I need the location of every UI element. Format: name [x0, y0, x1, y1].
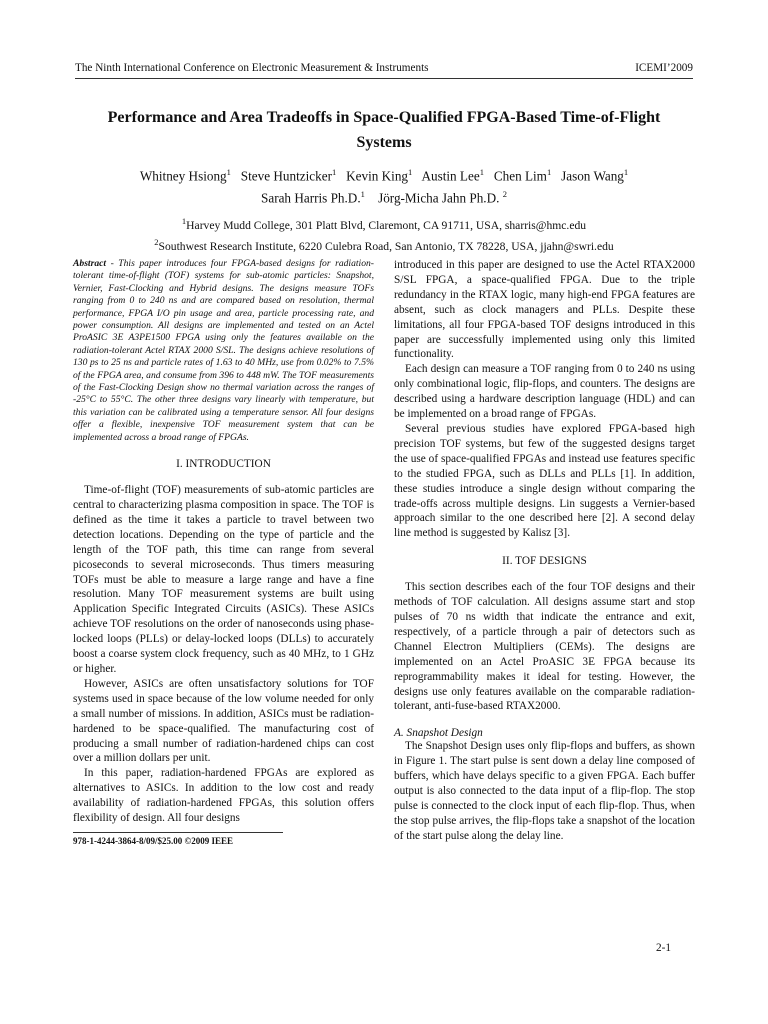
author: Whitney Hsiong: [139, 168, 227, 184]
conference-name: The Ninth International Conference on Electronic Measurement & Instruments: [75, 62, 429, 74]
author-line-2: Sarah Harris Ph.D.$^1$ Jörg-Micha Jahn Ph.D. $^2$: [261, 189, 507, 206]
page-number: 2-1: [655, 942, 671, 954]
author: Jason Wang: [561, 168, 624, 184]
author: Steve Huntzicker: [240, 168, 332, 184]
header-rule: [75, 78, 693, 79]
paragraph: However, ASICs are often unsatisfactory solutions for TOF systems used in space because of the low volume needed for only a small number of missions. In addition, ASICs must be radiation-hardened to be space-qualified. The manufacturing cost of producing a small number of radiation-hardened chips can cost over a million dollars per unit.: [73, 677, 374, 765]
abstract-label: Abstract: [73, 258, 107, 269]
paragraph: This section describes each of the four TOF designs and their methods of TOF calculation. All designs assume start and stop pulses of 70 ns width that indicate the entrance and exit, respectively, of a particle through a pair of detectors such as Channel Electron Multipliers (CEMs). The designs are implemented on an Actel ProASIC 3E FPGA because its reprogrammability makes it ideal for testing. However, the designs use only features available on the comparable radiation-tolerant, anti-fuse-based RTAX2000.: [394, 581, 695, 713]
section-heading-introduction: I. INTRODUCTION: [176, 458, 271, 471]
paper-title: Performance and Area Tradeoffs in Space-Qualified FPGA-Based Time-of-Flight Systems: [107, 109, 661, 151]
copyright-footnote: 978-1-4244-3864-8/09/$25.00 ©2009 IEEE: [73, 835, 233, 846]
author: Austin Lee: [421, 168, 480, 184]
author-list: [75, 163, 693, 208]
section-heading-tof-designs: II. TOF DESIGNS: [502, 555, 587, 568]
right-column: [394, 258, 695, 844]
affiliation: $^1$Harvey Mudd College, 301 Platt Blvd, Claremont, CA 91711, USA, sharris@hmc.edu: [181, 216, 587, 232]
footnote-rule: [73, 832, 283, 833]
author: Jörg-Micha Jahn Ph.D.: [378, 190, 500, 206]
abstract: Abstract - This paper introduces four FPGA-based designs for radiation-tolerant time-of-flight (TOF) systems for sub-atomic particles: Snapshot, Vernier, Fast-Clocking and Hybrid designs. The designs measure TOFs ranging from 0 to 240 ns and are compared based on resolution, thermal performance, FPGA I/O pin usage and area, particle processing rate, and power consumption. All designs are implemented and tested on an Actel ProASIC 3E A3PE1500 FPGA using only the features available on the radiation-tolerant Actel RTAX 2000 S/SL. The designs achieve resolutions of 130 ps to 25 ns and particle rates of 1.63 to 40 MHz, use from 0.02% to 7.5% of the FPGA area, and consume from 396 to 448 mW. The TOF measurements of the Fast-Clocking Design show no thermal variation across the ranges of -25°C to 55°C. The other three designs vary linearly with temperature, but this variation can be calibrated using a temperature sensor. All four designs offer a flexible, inexpensive TOF measurement system that can be implemented across a broad range of FPGAs.: [73, 258, 374, 443]
author: Sarah Harris Ph.D.: [261, 190, 361, 206]
author: Kevin King: [346, 168, 409, 184]
conference-code: ICEMI’2009: [635, 62, 693, 74]
affiliations: [75, 213, 693, 255]
author: Chen Lim: [493, 168, 547, 184]
paragraph: Each design can measure a TOF ranging from 0 to 240 ns using only combinational logic, flip-flops, and counters. The designs are described using a hardware description language (HDL) and can be implemented on a broad range of FPGAs.: [394, 363, 695, 421]
running-header: [75, 62, 693, 74]
left-column: [73, 258, 374, 846]
paragraph: Several previous studies have explored FPGA-based high precision TOF systems, but few of the suggested designs target the use of space-qualified FPGAs and instead use features specific to the studied FPGA, such as DLLs and PLLs [1]. In addition, these studies introduce a single design without comparing the trade-offs across multiple designs. Lin suggests a Vernier-based approach similar to the one described here [2]. A second delay line method is suggested by Kalisz [3].: [394, 422, 695, 540]
author-line-1: Whitney Hsiong$^1$ Steve Huntzicker$^1$ Kevin King$^1$ Austin Lee$^1$ Chen Lim$^1$ Jason Wang$^1$: [139, 167, 629, 184]
paragraph: The Snapshot Design uses only flip-flops and buffers, as shown in Figure 1. The start pulse is sent down a delay line composed of buffers, which have delays specific to a given FPGA. Each buffer output is also connected to the data input of a flip-flop. The stop pulse is connected to the clock input of each flip-flop. Thus, when the stop pulse arrives, the flip-flops take a snapshot of the location of the start pulse along the delay line.: [394, 740, 695, 842]
paragraph: introduced in this paper are designed to use the Actel RTAX2000 S/SL FPGA, a space-qualified FPGA. Due to the triple redundancy in the RTAX logic, many high-end FPGA features are absent, such as clock managers and PLLs. Despite these limitations, all four FPGA-based TOF designs introduced in this paper are successfully implemented using only this limited functionality.: [394, 259, 695, 361]
paragraph: In this paper, radiation-hardened FPGAs are explored as alternatives to ASICs. In addition to the low cost and ready availability of radiation-hardened FPGAs, this solution offers flexibility of design. All four designs: [73, 767, 374, 825]
paragraph: Time-of-flight (TOF) measurements of sub-atomic particles are central to characterizing plasma composition in space. The TOF is defined as the time it takes a particle to travel between two detection locations. Depending on the type of particle and the length of the TOF path, this time can range from several picoseconds to several microseconds. Thus timers measuring TOFs must be able to measure a large range and have a fine resolution. Many TOF measurement systems are built using Application Specific Integrated Circuits (ASICs). These ASICs achieve TOF resolutions on the order of nanoseconds using phase-locked loops (PLLs) or delay-locked loops (DLLs) to accurately boost a coarse system clock frequency, such as 40 MHz, to 1 GHz or higher.: [73, 484, 374, 675]
subsection-heading-snapshot: A. Snapshot Design: [394, 727, 483, 740]
affiliation: $^2$Southwest Research Institute, 6220 Culebra Road, San Antonio, TX 78228, USA, jjahn@swri.edu: [154, 236, 614, 253]
